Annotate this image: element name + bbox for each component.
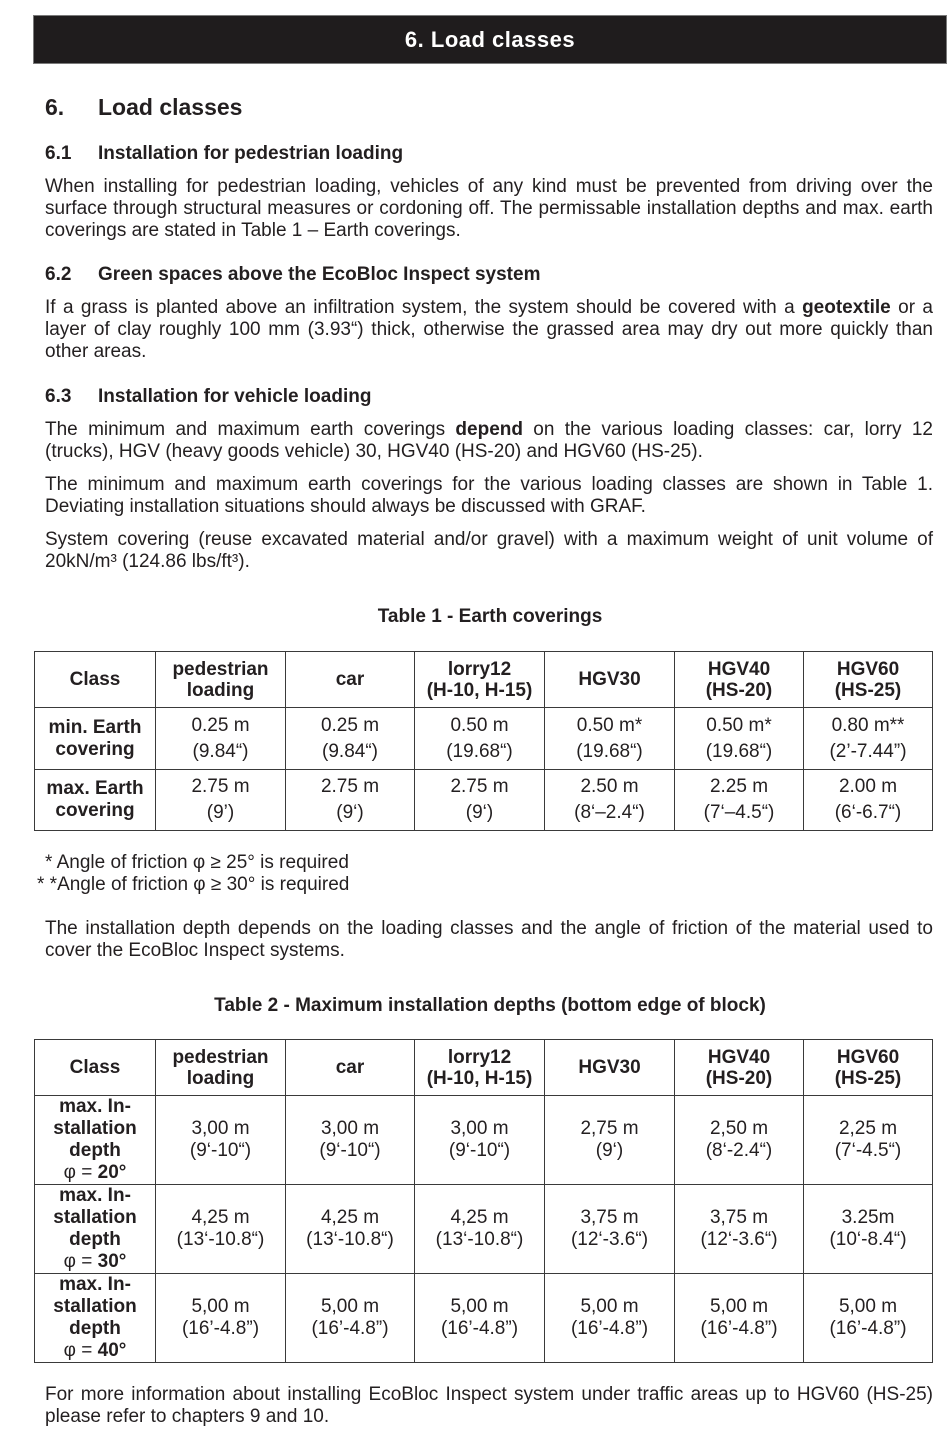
depth-metric: 2,50 m	[709, 1118, 769, 1139]
header-line: HGV40	[707, 658, 771, 680]
earth-coverings-table	[34, 651, 933, 831]
row-label	[35, 708, 156, 770]
depth-imperial: (16’-4.8”)	[181, 1318, 260, 1339]
text-segment: If a grass is planted above an infiltration system, the system should be covered with a	[45, 297, 803, 318]
depth-metric: 5,00 m	[320, 1296, 380, 1317]
bold-term: depend	[455, 419, 523, 440]
label-line: max. In-	[59, 1274, 131, 1295]
depth-metric: 3,00 m	[191, 1118, 250, 1139]
text-segment: The minimum and maximum earth coverings	[45, 419, 456, 440]
depth-imperial: (10‘-8.4“)	[829, 1229, 907, 1250]
row-label	[35, 1185, 156, 1274]
header-hgv40	[675, 1040, 804, 1096]
depth-imperial: (13‘-10.8“)	[306, 1229, 394, 1250]
table-cell	[286, 1185, 415, 1274]
header-hgv60	[804, 652, 933, 708]
covering-imperial: (9.84“)	[322, 740, 378, 762]
angle-value: 40°	[97, 1340, 127, 1361]
table-cell	[156, 1274, 286, 1363]
depth-imperial: (16’-4.8”)	[829, 1318, 907, 1339]
depth-imperial: (16’-4.8”)	[570, 1318, 649, 1339]
table-cell	[675, 1274, 804, 1363]
header-line: HGV40	[707, 1046, 771, 1068]
subsection-heading-6-2	[45, 264, 540, 286]
table-cell	[156, 1096, 286, 1185]
covering-imperial: (19.68“)	[705, 740, 773, 762]
table-row-depth-phi-20	[35, 1096, 933, 1185]
depth-imperial: (9‘-10“)	[319, 1140, 381, 1161]
header-line: (HS-20)	[705, 679, 773, 701]
header-line: Class	[69, 1057, 121, 1078]
header-line: lorry12	[447, 658, 512, 680]
header-line: pedestrian	[172, 1046, 269, 1068]
paragraph-table-reference: The minimum and maximum earth coverings for the various loading classes are shown in Table 1. Deviating installation situations should always be discussed with GRAF.	[45, 474, 933, 517]
row-label	[35, 770, 156, 831]
covering-imperial: (6‘-6.7“)	[834, 802, 902, 823]
depth-metric: 2,75 m	[580, 1118, 639, 1139]
subsection-title: Green spaces above the EcoBloc Inspect system	[98, 264, 541, 285]
table-header-row	[35, 652, 933, 708]
header-class	[35, 652, 156, 708]
table-cell	[545, 708, 675, 770]
table-header-row	[35, 1040, 933, 1096]
header-class	[35, 1040, 156, 1096]
subsection-heading-6-1	[45, 143, 403, 165]
depth-metric: 3,75 m	[709, 1207, 769, 1228]
friction-angle	[35, 1162, 155, 1184]
covering-metric: 2.75 m	[320, 776, 380, 797]
covering-metric: 2.00 m	[838, 776, 898, 797]
table-cell	[415, 1185, 545, 1274]
subsection-title: Installation for vehicle loading	[98, 386, 372, 407]
depth-metric: 5,00 m	[838, 1296, 898, 1317]
header-line: loading	[186, 679, 255, 701]
depth-metric: 2,25 m	[838, 1118, 898, 1139]
angle-value: 30°	[97, 1251, 127, 1272]
footnote-single-asterisk: * Angle of friction φ ≥ 25° is required	[45, 852, 349, 873]
table-cell	[545, 1274, 675, 1363]
paragraph-green-spaces	[45, 297, 933, 363]
label-line: min. Earth	[48, 716, 142, 738]
table-cell	[156, 770, 286, 831]
text-segment: on the various loading classes: car, lorry 12 (trucks), HGV (heavy goods vehicle) 30, HGV40 (HS-20) and HGV60 (HS-25).	[45, 419, 933, 462]
row-label	[35, 1274, 156, 1363]
header-line: HGV60	[836, 658, 900, 680]
table-cell	[545, 1185, 675, 1274]
covering-metric: 0.50 m	[450, 714, 509, 736]
header-line: HGV30	[578, 669, 641, 690]
depth-metric: 4,25 m	[450, 1207, 509, 1228]
phi-symbol: φ =	[63, 1340, 98, 1361]
subsection-heading-6-3	[45, 386, 371, 408]
table-cell	[804, 770, 933, 831]
table2-caption: Table 2 - Maximum installation depths (bottom edge of block)	[214, 995, 766, 1016]
label-line: max. In-	[59, 1185, 131, 1206]
covering-imperial: (19.68“)	[446, 740, 513, 762]
depth-metric: 4,25 m	[320, 1207, 380, 1228]
table-cell	[804, 1096, 933, 1185]
header-line: car	[335, 669, 365, 690]
label-line: depth	[69, 1318, 121, 1339]
depth-imperial: (9‘)	[595, 1140, 624, 1161]
table1-caption: Table 1 - Earth coverings	[377, 606, 603, 627]
subsection-number: 6.2	[45, 264, 72, 285]
depth-metric: 3,00 m	[450, 1118, 509, 1139]
row-label	[35, 1096, 156, 1185]
covering-metric: 0.80 m**	[831, 714, 905, 736]
header-hgv30	[545, 652, 675, 708]
label-line: depth	[69, 1229, 121, 1250]
covering-imperial: (8‘–2.4“)	[574, 802, 645, 823]
depth-imperial: (7‘-4.5“)	[834, 1140, 902, 1161]
phi-symbol: φ =	[63, 1251, 98, 1272]
depth-imperial: (8‘-2.4“)	[705, 1140, 773, 1161]
depth-imperial: (13‘-10.8“)	[176, 1229, 265, 1250]
table-cell	[675, 1185, 804, 1274]
depth-imperial: (16’-4.8”)	[700, 1318, 778, 1339]
covering-imperial: (7‘–4.5“)	[703, 802, 775, 823]
depth-metric: 3,00 m	[320, 1118, 380, 1139]
section-number: 6.	[45, 94, 65, 120]
covering-imperial: (9’)	[206, 802, 235, 823]
paragraph-loading-classes	[45, 419, 933, 463]
header-pedestrian-loading	[156, 1040, 286, 1096]
paragraph-closing-reference: For more information about installing EcoBloc Inspect system under traffic areas up to HGV60 (HS-25) please refer to chapters 9 and 10.	[45, 1384, 933, 1427]
covering-metric: 0.25 m	[191, 714, 250, 736]
header-line: (HS-25)	[834, 1067, 902, 1089]
table-cell	[415, 770, 545, 831]
section-heading	[45, 93, 242, 121]
header-line: lorry12	[447, 1046, 512, 1068]
header-lorry12	[415, 652, 545, 708]
depth-imperial: (12‘-3.6“)	[700, 1229, 778, 1250]
header-hgv60	[804, 1040, 933, 1096]
covering-imperial: (9‘)	[465, 802, 494, 823]
label-line: max. In-	[59, 1096, 131, 1117]
friction-angle	[35, 1340, 155, 1362]
header-line: (HS-25)	[834, 679, 902, 701]
covering-metric: 0.25 m	[320, 714, 380, 736]
table-row-min-earth-covering	[35, 708, 933, 770]
label-line: stallation	[53, 1207, 137, 1228]
header-line: (H-10, H-15)	[426, 1067, 533, 1089]
depth-metric: 5,00 m	[580, 1296, 639, 1317]
depth-metric: 4,25 m	[191, 1207, 250, 1228]
header-line: pedestrian	[172, 658, 269, 680]
table-cell	[804, 1274, 933, 1363]
header-lorry12	[415, 1040, 545, 1096]
subsection-title: Installation for pedestrian loading	[98, 143, 404, 164]
label-line: covering	[55, 738, 135, 760]
table-cell	[545, 770, 675, 831]
depth-metric: 5,00 m	[709, 1296, 769, 1317]
table-cell	[286, 1096, 415, 1185]
header-line: Class	[69, 669, 121, 690]
table-cell	[286, 770, 415, 831]
table-cell	[804, 1185, 933, 1274]
subsection-number: 6.3	[45, 386, 72, 407]
table-cell	[675, 708, 804, 770]
covering-metric: 2.75 m	[191, 776, 250, 797]
table-cell	[415, 1274, 545, 1363]
bold-term: geotextile	[802, 297, 891, 318]
header-hgv30	[545, 1040, 675, 1096]
table-row-depth-phi-40	[35, 1274, 933, 1363]
table-cell	[804, 708, 933, 770]
label-line: covering	[55, 800, 135, 821]
label-line: max. Earth	[46, 778, 144, 799]
header-hgv40	[675, 652, 804, 708]
depth-metric: 3,75 m	[580, 1207, 639, 1228]
depth-imperial: (13‘-10.8“)	[435, 1229, 524, 1250]
table-cell	[545, 1096, 675, 1185]
subsection-number: 6.1	[45, 143, 72, 164]
covering-imperial: (9‘)	[336, 802, 364, 823]
label-line: depth	[69, 1140, 121, 1161]
header-car	[286, 652, 415, 708]
depth-imperial: (16’-4.8”)	[311, 1318, 389, 1339]
table-cell	[286, 1274, 415, 1363]
depth-imperial: (9‘-10“)	[448, 1140, 511, 1161]
covering-metric: 2.75 m	[450, 776, 509, 797]
table-row-max-earth-covering	[35, 770, 933, 831]
table-cell	[415, 708, 545, 770]
header-car	[286, 1040, 415, 1096]
footnote-double-asterisk: * *Angle of friction φ ≥ 30° is required	[37, 874, 350, 895]
table-cell	[286, 708, 415, 770]
text-segment: or a layer of clay roughly 100 mm (3.93“) thick, otherwise the grassed area may dry out more quickly than other areas.	[45, 297, 933, 362]
depth-imperial: (12‘-3.6“)	[570, 1229, 649, 1250]
covering-metric: 2.25 m	[709, 776, 769, 797]
covering-metric: 0.50 m*	[706, 714, 772, 736]
table-cell	[156, 1185, 286, 1274]
paragraph-system-covering: System covering (reuse excavated material and/or gravel) with a maximum weight of unit volume of 20kN/m³ (124.86 lbs/ft³).	[45, 529, 933, 572]
header-line: (H-10, H-15)	[426, 679, 533, 701]
depth-metric: 3.25m	[841, 1207, 895, 1228]
depth-metric: 5,00 m	[191, 1296, 250, 1317]
covering-imperial: (19.68“)	[576, 740, 643, 762]
covering-imperial: (2’-7.44”)	[829, 740, 907, 762]
header-line: car	[335, 1057, 365, 1078]
table-cell	[415, 1096, 545, 1185]
label-line: stallation	[53, 1118, 137, 1139]
header-line: loading	[186, 1067, 255, 1089]
section-title: Load classes	[98, 94, 243, 120]
table-cell	[675, 1096, 804, 1185]
depth-metric: 5,00 m	[450, 1296, 509, 1317]
installation-depths-table	[34, 1039, 933, 1363]
header-line: (HS-20)	[705, 1067, 773, 1089]
table-row-depth-phi-30	[35, 1185, 933, 1274]
label-line: stallation	[53, 1296, 137, 1317]
table-cell	[675, 770, 804, 831]
header-line: HGV60	[836, 1046, 900, 1068]
depth-imperial: (9‘-10“)	[189, 1140, 252, 1161]
paragraph-pedestrian-loading: When installing for pedestrian loading, vehicles of any kind must be prevented from driving over the surface through structural measures or cordoning off. The permissable installation depths and max. earth coverings are stated in Table 1 – Earth coverings.	[45, 176, 933, 241]
header-line: HGV30	[578, 1057, 641, 1078]
covering-metric: 2.50 m	[580, 776, 639, 797]
depth-imperial: (16’-4.8”)	[440, 1318, 519, 1339]
covering-imperial: (9.84“)	[192, 740, 249, 762]
friction-angle	[35, 1251, 155, 1273]
paragraph-installation-depth: The installation depth depends on the loading classes and the angle of friction of the material used to cover the EcoBloc Inspect systems.	[45, 918, 933, 961]
phi-symbol: φ =	[63, 1162, 98, 1183]
table-cell	[156, 708, 286, 770]
angle-value: 20°	[97, 1162, 127, 1183]
header-pedestrian-loading	[156, 652, 286, 708]
chapter-header-bar: 6. Load classes	[33, 15, 947, 64]
covering-metric: 0.50 m*	[576, 714, 643, 736]
